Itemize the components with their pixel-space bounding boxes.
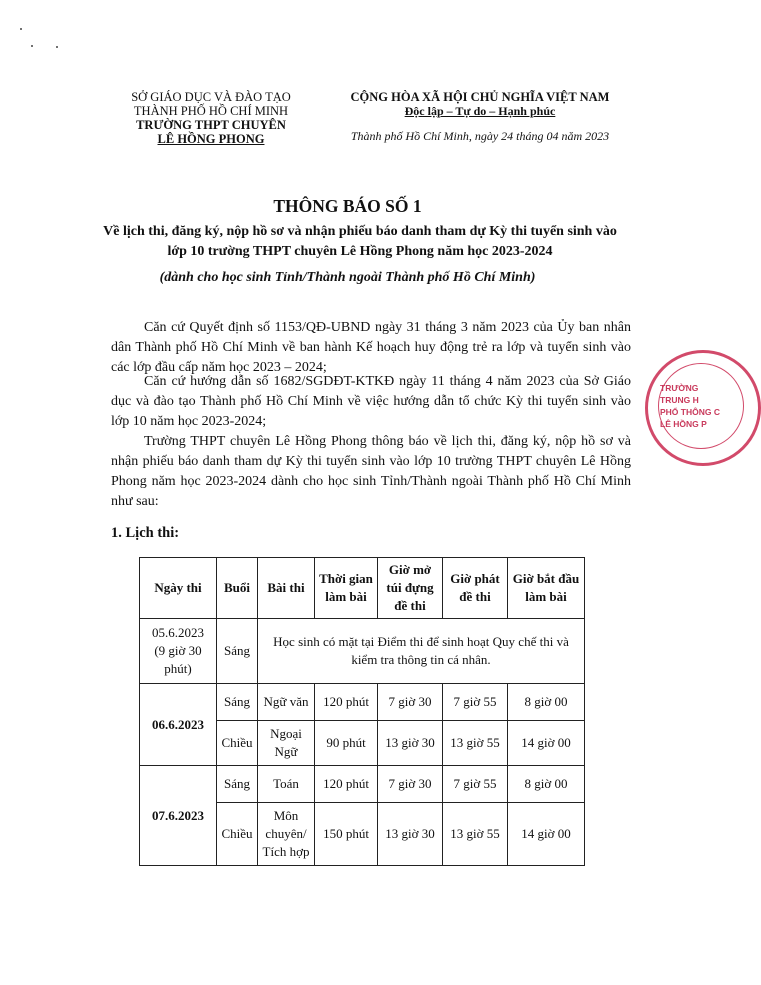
cell-duration: 150 phút <box>315 803 378 866</box>
cell-distribute: 13 giờ 55 <box>443 721 508 766</box>
cell-duration: 120 phút <box>315 684 378 721</box>
cell-duration: 90 phút <box>315 721 378 766</box>
table-header-row <box>140 558 585 619</box>
document-audience: (dành cho học sinh Tỉnh/Thành ngoài Thành phố Hồ Chí Minh) <box>159 270 536 285</box>
cell-note: Học sinh có mặt tại Điểm thi để sinh hoạt Quy chế thi và kiểm tra thông tin cá nhân. <box>258 619 585 684</box>
cell-subject: Ngữ văn <box>258 684 315 721</box>
cell-session: Chiều <box>217 803 258 866</box>
cell-open: 13 giờ 30 <box>378 803 443 866</box>
cell-distribute: 7 giờ 55 <box>443 684 508 721</box>
issuer-school: TRƯỜNG THPT CHUYÊN <box>136 118 286 132</box>
cell-start: 14 giờ 00 <box>508 803 585 866</box>
time-text: (9 giờ 30 phút) <box>154 643 202 676</box>
seal-text: LÊ HỒNG P <box>660 419 707 429</box>
col-header-session: Buổi <box>217 558 258 619</box>
issuer-city: THÀNH PHỐ HỒ CHÍ MINH <box>133 104 289 118</box>
paragraph-legal-basis-1: Căn cứ Quyết định số 1153/QĐ-UBND ngày 31 tháng 3 năm 2023 của Ủy ban nhân dân Thành phố Hồ Chí Minh về ban hành Kế hoạch huy động trẻ ra lớp và tuyển sinh vào các lớp đầu cấp năm học 2023 – 2024; <box>111 320 631 375</box>
cell-start: 8 giờ 00 <box>508 684 585 721</box>
document-date: Thành phố Hồ Chí Minh, ngày 24 tháng 04 năm 2023 <box>350 129 610 143</box>
date-text: 05.6.2023 <box>152 625 204 640</box>
paragraph-announcement: Trường THPT chuyên Lê Hồng Phong thông báo về lịch thi, đăng ký, nộp hồ sơ và nhận phiếu báo danh tham dự Kỳ thi tuyển sinh vào lớp 10 trường THPT chuyên Lê Hồng Phong năm học 2023-2024 dành cho học sinh Tỉnh/Thành ngoài Thành phố Hồ Chí Minh như sau: <box>111 434 631 509</box>
seal-inner-ring <box>658 363 744 449</box>
cell-open: 13 giờ 30 <box>378 721 443 766</box>
cell-distribute: 7 giờ 55 <box>443 766 508 803</box>
table-row <box>140 766 585 803</box>
section-heading-schedule: 1. Lịch thi: <box>111 525 180 541</box>
cell-date <box>140 619 217 684</box>
col-header-start: Giờ bắt đầu làm bài <box>508 558 585 619</box>
scan-speck <box>56 46 58 48</box>
cell-session: Sáng <box>217 766 258 803</box>
cell-session: Chiều <box>217 721 258 766</box>
col-header-subject: Bài thi <box>258 558 315 619</box>
national-header <box>330 90 630 143</box>
school-seal-stamp <box>645 350 761 466</box>
cell-open: 7 giờ 30 <box>378 766 443 803</box>
national-motto: CỘNG HÒA XÃ HỘI CHỦ NGHĨA VIỆT NAM <box>350 90 610 104</box>
document-title: THÔNG BÁO SỐ 1 <box>273 196 422 216</box>
col-header-date: Ngày thi <box>140 558 217 619</box>
cell-open: 7 giờ 30 <box>378 684 443 721</box>
issuer-header <box>96 90 326 146</box>
cell-date: 07.6.2023 <box>140 766 217 866</box>
cell-subject: Ngoại Ngữ <box>258 721 315 766</box>
cell-date: 06.6.2023 <box>140 684 217 766</box>
cell-session: Sáng <box>217 684 258 721</box>
paragraph-legal-basis-2: Căn cứ hướng dẫn số 1682/SGDĐT-KTKĐ ngày 11 tháng 4 năm 2023 của Sở Giáo dục và đào tạo Thành phố Hồ Chí Minh về việc hướng dẫn tổ chức Kỳ thi tuyển sinh vào lớp 10 năm học 2023-2024; <box>111 374 631 429</box>
col-header-open: Giờ mở túi đựng đề thi <box>378 558 443 619</box>
cell-distribute: 13 giờ 55 <box>443 803 508 866</box>
seal-text: TRƯỜNG <box>660 383 699 393</box>
scan-speck <box>31 45 33 47</box>
cell-session: Sáng <box>217 619 258 684</box>
table-row <box>140 684 585 721</box>
issuer-dept: SỞ GIÁO DỤC VÀ ĐÀO TẠO <box>131 90 291 104</box>
scan-speck <box>20 28 22 30</box>
table-row <box>140 619 585 684</box>
issuer-school-name: LÊ HỒNG PHONG <box>157 132 265 146</box>
national-slogan: Độc lập – Tự do – Hạnh phúc <box>404 104 556 118</box>
cell-duration: 120 phút <box>315 766 378 803</box>
col-header-duration: Thời gian làm bài <box>315 558 378 619</box>
seal-text: PHỔ THÔNG C <box>660 407 720 417</box>
cell-subject: Toán <box>258 766 315 803</box>
cell-start: 8 giờ 00 <box>508 766 585 803</box>
cell-start: 14 giờ 00 <box>508 721 585 766</box>
exam-schedule-table <box>139 557 585 866</box>
seal-text: TRUNG H <box>660 395 699 405</box>
document-subtitle: Về lịch thi, đăng ký, nộp hồ sơ và nhận phiếu báo danh tham dự Kỳ thi tuyển sinh vào lớp 10 trường THPT chuyên Lê Hồng Phong năm học 2023-2024 <box>103 224 617 259</box>
col-header-distribute: Giờ phát đề thi <box>443 558 508 619</box>
cell-subject: Môn chuyên/ Tích hợp <box>258 803 315 866</box>
